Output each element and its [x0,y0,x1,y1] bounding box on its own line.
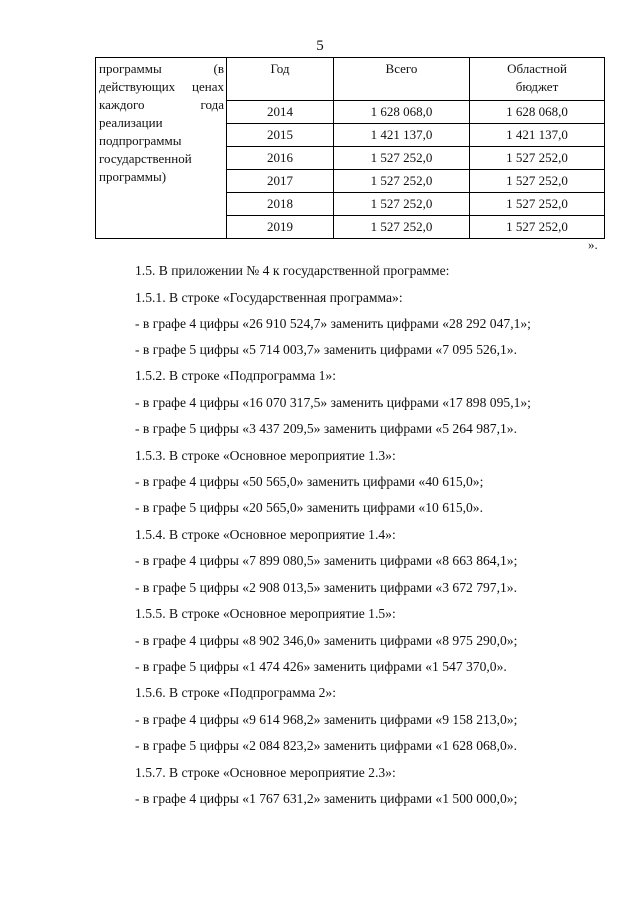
cell-year: 2015 [227,124,334,147]
description-line: каждого года [99,97,224,112]
cell-regional: 1 527 252,0 [470,216,605,239]
funding-table [95,57,605,239]
paragraph: - в графе 4 цифры «9 614 968,2» заменить цифрами «9 158 213,0»; [135,712,518,727]
paragraph: - в графе 5 цифры «2 084 823,2» заменить цифрами «1 628 068,0». [135,738,517,753]
paragraph: - в графе 4 цифры «50 565,0» заменить цифрами «40 615,0»; [135,474,484,489]
paragraph: 1.5.1. В строке «Государственная программа»: [135,290,403,305]
cell-year: 2014 [227,101,334,124]
cell-regional: 1 527 252,0 [470,147,605,170]
description-line: подпрограммы [99,133,182,148]
paragraph: 1.5.6. В строке «Подпрограмма 2»: [135,685,337,700]
paragraph: - в графе 4 цифры «1 767 631,2» заменить цифрами «1 500 000,0»; [135,791,518,806]
paragraph: 1.5.7. В строке «Основное мероприятие 2.3»: [135,765,396,780]
table-description-cell [96,58,227,239]
paragraph: 1.5.3. В строке «Основное мероприятие 1.3»: [135,448,396,463]
cell-regional: 1 421 137,0 [470,124,605,147]
cell-year: 2017 [227,170,334,193]
header-regional-budget [470,58,605,101]
paragraph: - в графе 5 цифры «3 437 209,5» заменить цифрами «5 264 987,1». [135,421,517,436]
page-number: 5 [316,38,324,54]
cell-regional: 1 527 252,0 [470,170,605,193]
paragraph: - в графе 5 цифры «2 908 013,5» заменить цифрами «3 672 797,1». [135,580,517,595]
paragraph: 1.5.5. В строке «Основное мероприятие 1.5»: [135,606,396,621]
header-year: Год [227,58,334,101]
paragraph: 1.5.2. В строке «Подпрограмма 1»: [135,368,337,383]
header-total: Всего [334,58,470,101]
description-line: реализации [99,115,163,130]
header-regional-line2: бюджет [515,79,559,94]
paragraph: - в графе 5 цифры «1 474 426» заменить цифрами «1 547 370,0». [135,659,507,674]
paragraph: - в графе 5 цифры «20 565,0» заменить цифрами «10 615,0». [135,500,484,515]
cell-total: 1 527 252,0 [334,170,470,193]
paragraph: - в графе 4 цифры «16 070 317,5» заменить цифрами «17 898 095,1»; [135,395,531,410]
cell-regional: 1 628 068,0 [470,101,605,124]
cell-year: 2019 [227,216,334,239]
table-closing-mark: ». [588,237,598,252]
paragraph: - в графе 4 цифры «8 902 346,0» заменить цифрами «8 975 290,0»; [135,633,518,648]
paragraph: - в графе 4 цифры «26 910 524,7» заменить цифрами «28 292 047,1»; [135,316,531,331]
cell-total: 1 527 252,0 [334,193,470,216]
header-regional-line1: Областной [507,61,567,76]
description-line: программы (в [99,61,224,76]
description-line: государственной [99,151,192,166]
cell-total: 1 527 252,0 [334,147,470,170]
paragraph: - в графе 4 цифры «7 899 080,5» заменить цифрами «8 663 864,1»; [135,553,518,568]
table-header-row [96,58,605,101]
paragraph: 1.5. В приложении № 4 к государственной программе: [135,263,450,278]
cell-year: 2016 [227,147,334,170]
cell-year: 2018 [227,193,334,216]
paragraph: 1.5.4. В строке «Основное мероприятие 1.4»: [135,527,396,542]
cell-regional: 1 527 252,0 [470,193,605,216]
cell-total: 1 628 068,0 [334,101,470,124]
description-line: программы) [99,169,167,184]
paragraph: - в графе 5 цифры «5 714 003,7» заменить цифрами «7 095 526,1». [135,342,517,357]
description-line: действующих ценах [99,79,224,94]
cell-total: 1 421 137,0 [334,124,470,147]
cell-total: 1 527 252,0 [334,216,470,239]
